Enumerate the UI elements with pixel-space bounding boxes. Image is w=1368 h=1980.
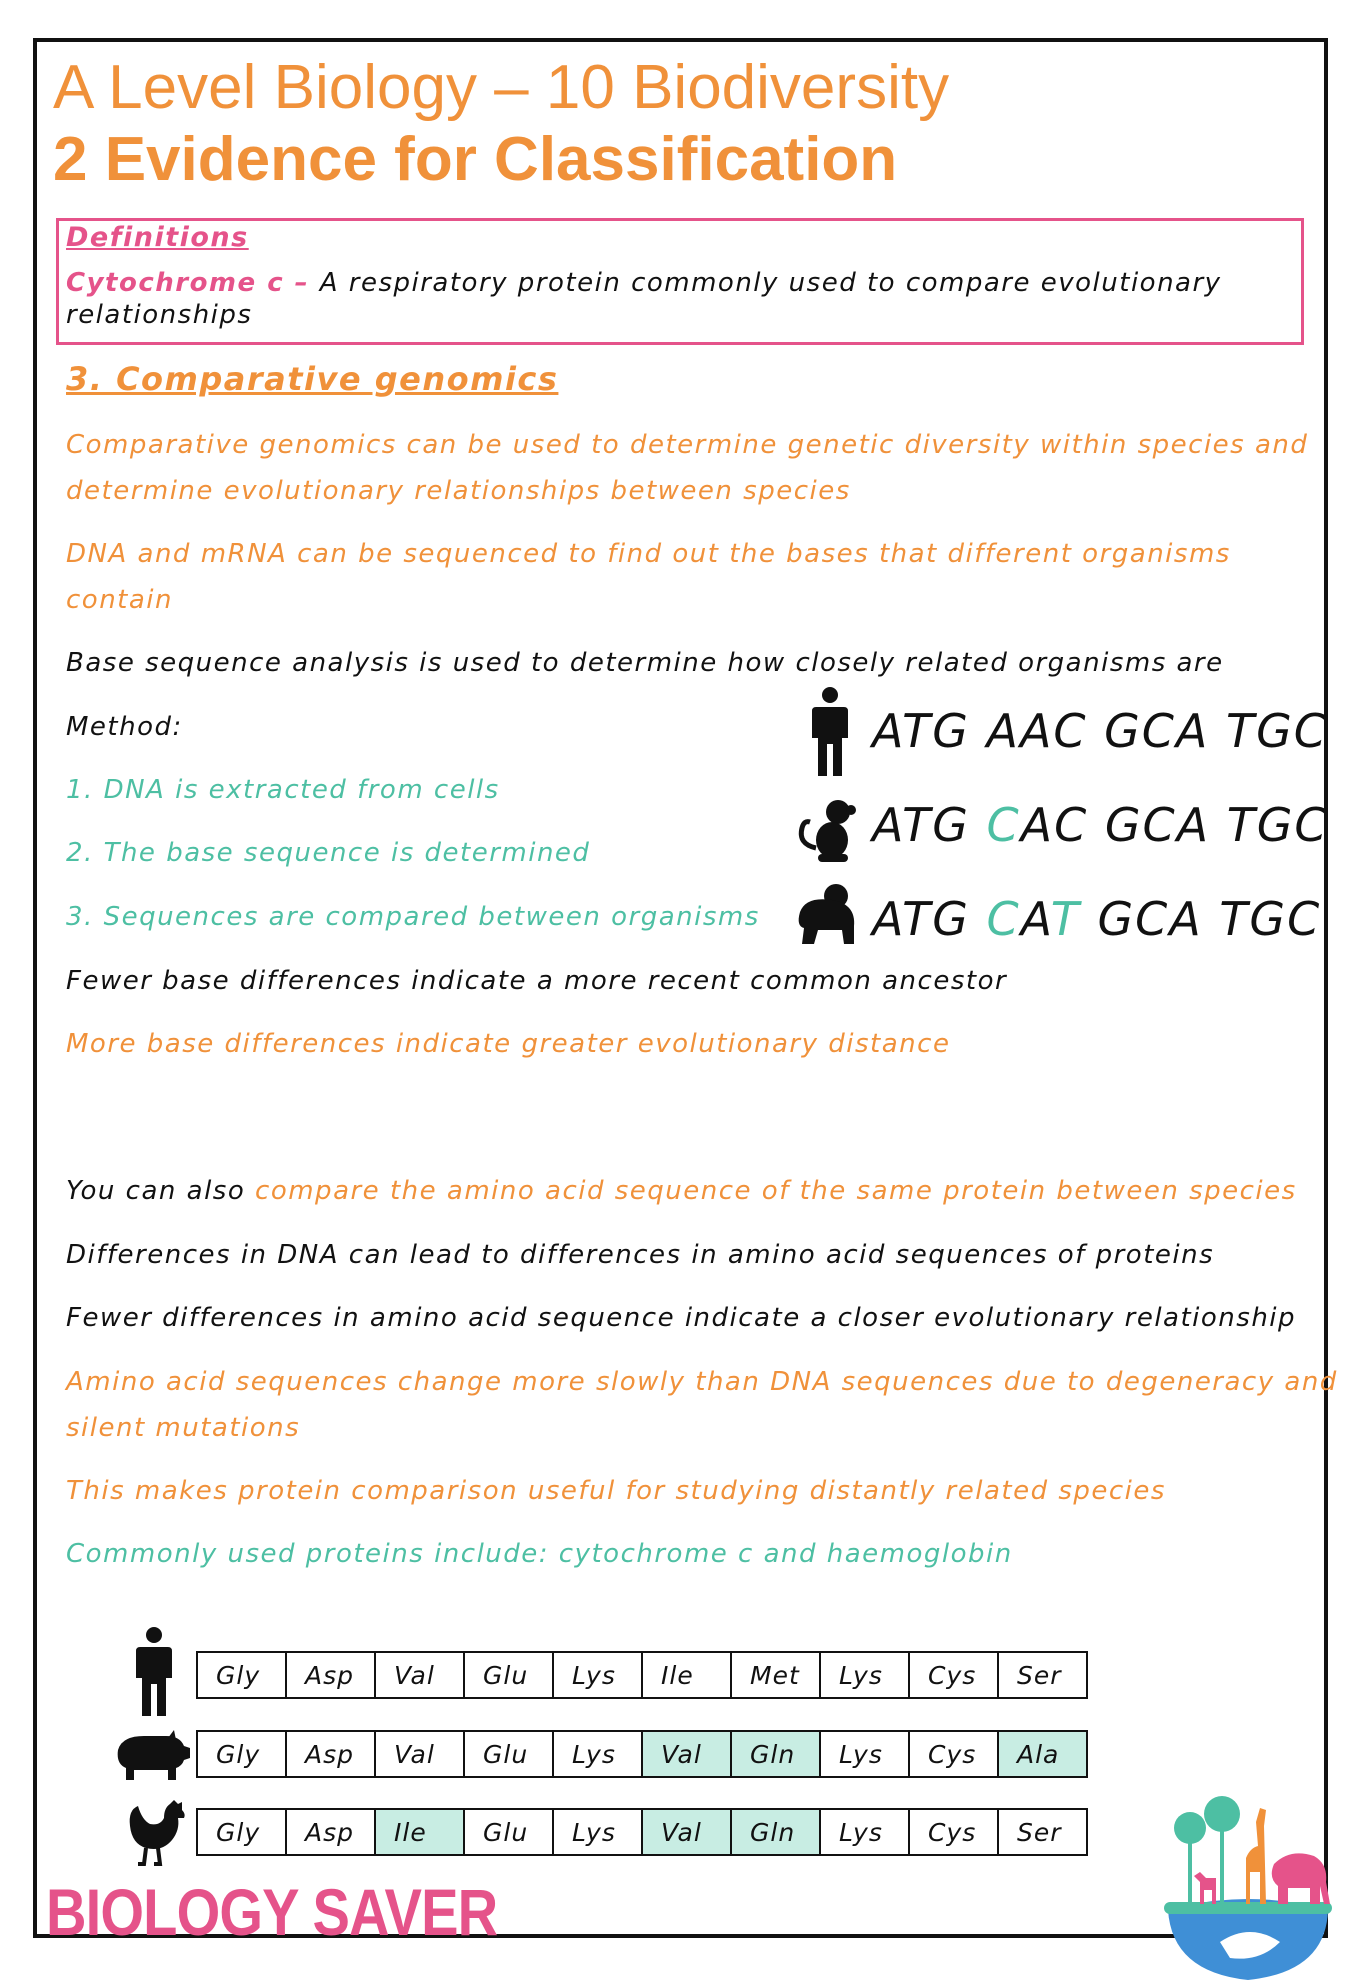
- definition-cytochrome: [66, 268, 1222, 298]
- paragraph-11: Commonly used proteins include: cytochrome c and haemoglobin: [66, 1539, 1013, 1569]
- amino-acid-row-human: [196, 1651, 1088, 1699]
- paragraph-6-prefix: You can also: [66, 1176, 256, 1206]
- amino-acid-cell: Val: [375, 1731, 464, 1777]
- amino-acid-row-pig: [196, 1730, 1088, 1778]
- method-label: Method:: [66, 712, 183, 742]
- definitions-heading: Definitions: [66, 222, 249, 253]
- paragraph-10: This makes protein comparison useful for studying distantly related species: [66, 1476, 1166, 1506]
- paragraph-9a: Amino acid sequences change more slowly than DNA sequences due to degeneracy and: [66, 1367, 1338, 1397]
- amino-acid-cell: Val: [642, 1809, 731, 1855]
- dna-seq-part: A: [1020, 892, 1051, 946]
- dna-sequence-monkey: [872, 798, 1329, 852]
- dna-seq-diff: T: [1050, 892, 1081, 946]
- amino-acid-cell: Ile: [642, 1652, 731, 1698]
- amino-acid-cell: Ser: [998, 1809, 1087, 1855]
- paragraph-8: Fewer differences in amino acid sequence indicate a closer evolutionary relationship: [66, 1303, 1297, 1333]
- definition-text-cont: relationships: [66, 300, 253, 330]
- amino-acid-cell: Met: [731, 1652, 820, 1698]
- biology-saver-logo: BIOLOGY SAVER: [46, 1875, 498, 1949]
- pig-icon: [110, 1730, 190, 1782]
- dna-sequence-human: [872, 704, 1328, 758]
- paragraph-6: [66, 1176, 1297, 1206]
- amino-acid-cell: Gln: [731, 1809, 820, 1855]
- definition-text: A respiratory protein commonly used to compare evolutionary: [319, 268, 1222, 298]
- amino-acid-cell: Cys: [909, 1731, 998, 1777]
- dna-seq-part: ATG: [872, 892, 987, 946]
- paragraph-2a: DNA and mRNA can be sequenced to find out the bases that different organisms: [66, 539, 1231, 569]
- amino-acid-cell: Lys: [820, 1731, 909, 1777]
- dna-seq-diff: C: [986, 892, 1021, 946]
- amino-acid-cell: Lys: [553, 1652, 642, 1698]
- amino-acid-cell: Lys: [553, 1731, 642, 1777]
- section-heading: 3. Comparative genomics: [66, 360, 559, 398]
- human-icon: [132, 1626, 176, 1718]
- dna-seq-diff: C: [986, 798, 1021, 852]
- paragraph-5: More base differences indicate greater evolutionary distance: [66, 1029, 951, 1059]
- amino-acid-cell: Ile: [375, 1809, 464, 1855]
- amino-acid-cell: Val: [642, 1731, 731, 1777]
- amino-acid-cell: Lys: [820, 1652, 909, 1698]
- amino-acid-cell: Asp: [286, 1809, 375, 1855]
- paragraph-9b: silent mutations: [66, 1413, 301, 1443]
- method-step-2: 2. The base sequence is determined: [66, 838, 591, 868]
- amino-acid-cell: Ser: [998, 1652, 1087, 1698]
- amino-acid-cell: Gly: [197, 1652, 286, 1698]
- amino-acid-cell: Asp: [286, 1652, 375, 1698]
- paragraph-3: Base sequence analysis is used to determine how closely related organisms are: [66, 648, 1224, 678]
- paragraph-7: Differences in DNA can lead to differences in amino acid sequences of proteins: [66, 1240, 1215, 1270]
- page-subtitle: 2 Evidence for Classification: [53, 125, 898, 194]
- amino-acid-cell: Glu: [464, 1652, 553, 1698]
- amino-acid-cell: Gln: [731, 1731, 820, 1777]
- paragraph-1b: determine evolutionary relationships between species: [66, 476, 851, 506]
- page-title: A Level Biology – 10 Biodiversity: [53, 53, 950, 122]
- chicken-icon: [124, 1800, 188, 1870]
- amino-acid-cell: Lys: [820, 1809, 909, 1855]
- amino-acid-cell: Val: [375, 1652, 464, 1698]
- amino-acid-cell: Asp: [286, 1731, 375, 1777]
- dna-seq-part: ATG: [872, 798, 987, 852]
- paragraph-1a: Comparative genomics can be used to determine genetic diversity within species and: [66, 430, 1309, 460]
- amino-acid-row-chicken: [196, 1808, 1088, 1856]
- method-step-3: 3. Sequences are compared between organisms: [66, 902, 760, 932]
- dna-sequence-gorilla: [872, 892, 1321, 946]
- gorilla-icon: [792, 882, 862, 946]
- biodiversity-globe-icon: [1160, 1792, 1336, 1980]
- amino-acid-cell: Lys: [553, 1809, 642, 1855]
- amino-acid-cell: Glu: [464, 1809, 553, 1855]
- human-icon: [808, 686, 852, 778]
- paragraph-2b: contain: [66, 585, 174, 615]
- amino-acid-cell: Gly: [197, 1809, 286, 1855]
- amino-acid-cell: Glu: [464, 1731, 553, 1777]
- amino-acid-cell: Cys: [909, 1652, 998, 1698]
- amino-acid-cell: Ala: [998, 1731, 1087, 1777]
- method-step-1: 1. DNA is extracted from cells: [66, 775, 500, 805]
- paragraph-4: Fewer base differences indicate a more recent common ancestor: [66, 966, 1008, 996]
- amino-acid-cell: Cys: [909, 1809, 998, 1855]
- definition-term: Cytochrome c –: [66, 268, 320, 298]
- paragraph-6-highlight: compare the amino acid sequence of the same protein between species: [255, 1176, 1297, 1206]
- dna-seq-part: GCA TGC: [1080, 892, 1322, 946]
- dna-seq-part: AC GCA TGC: [1020, 798, 1329, 852]
- dna-seq-part: ATG AAC GCA TGC: [872, 704, 1328, 758]
- monkey-icon: [794, 798, 860, 864]
- amino-acid-cell: Gly: [197, 1731, 286, 1777]
